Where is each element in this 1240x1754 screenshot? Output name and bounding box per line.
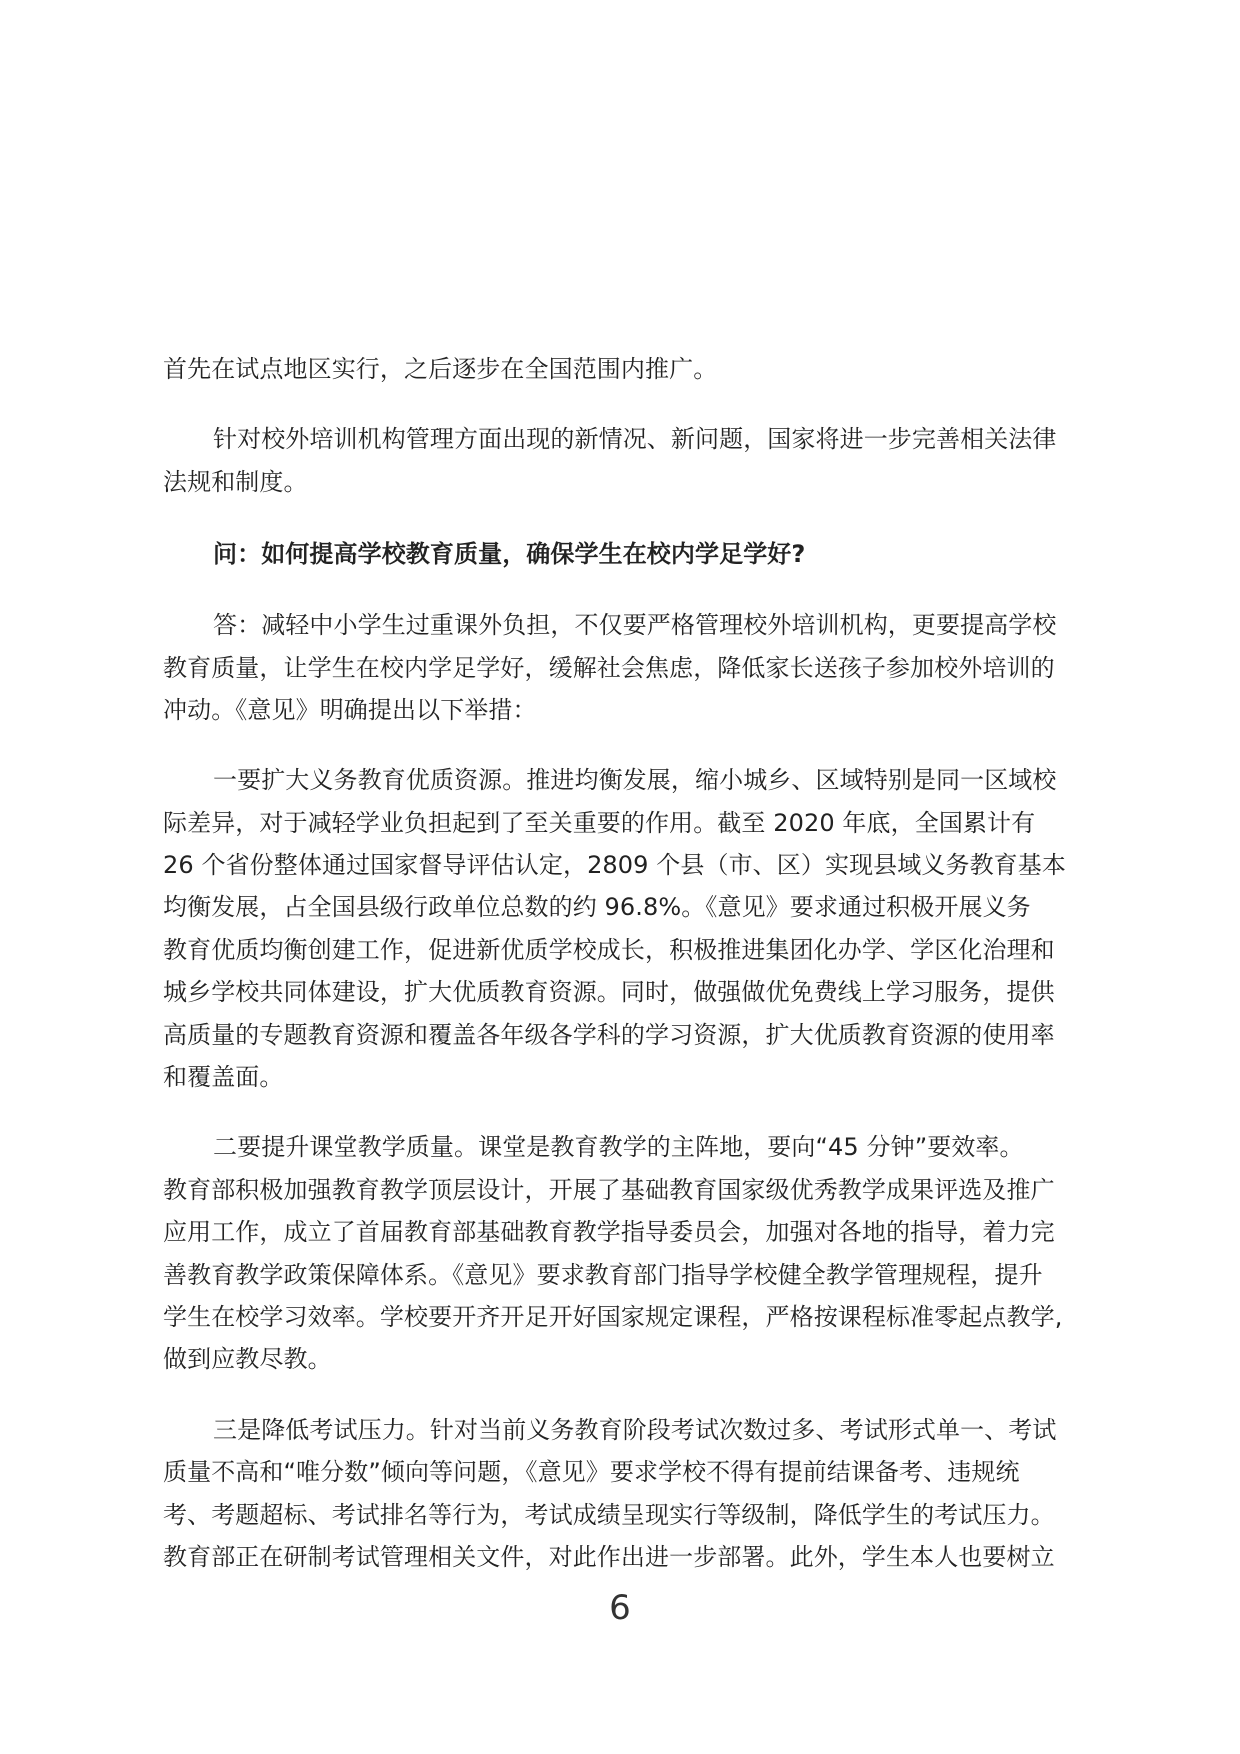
- text-line: 法规和制度。: [163, 468, 308, 496]
- text-line: 学生在校学习效率。学校要开齐开足开好国家规定课程，严格按课程标准零起点教学,: [163, 1303, 1063, 1331]
- page-number: 6: [609, 1588, 631, 1628]
- text-line: 首先在试点地区实行，之后逐步在全国范围内推广。: [163, 355, 718, 383]
- text-line: 善教育教学政策保障体系。《意见》要求教育部门指导学校健全教学管理规程，提升: [163, 1261, 1043, 1289]
- text-line: 答：减轻中小学生过重课外负担，不仅要严格管理校外培训机构，更要提高学校: [213, 611, 1057, 639]
- text-line: 一要扩大义务教育优质资源。推进均衡发展，缩小城乡、区域特别是同一区域校: [213, 766, 1057, 794]
- text-line: 均衡发展，占全国县级行政单位总数的约 96.8%。《意见》要求通过积极开展义务: [163, 893, 1031, 921]
- text-line: 二要提升课堂教学质量。课堂是教育教学的主阵地，要向“45 分钟”要效率。: [213, 1133, 1024, 1161]
- text-line: 和覆盖面。: [163, 1063, 284, 1091]
- text-line: 应用工作，成立了首届教育部基础教育教学指导委员会，加强对各地的指导，着力完: [163, 1218, 1055, 1246]
- text-line: 高质量的专题教育资源和覆盖各年级各学科的学习资源，扩大优质教育资源的使用率: [163, 1021, 1055, 1049]
- text-line: 教育部积极加强教育教学顶层设计，开展了基础教育国家级优秀教学成果评选及推广: [163, 1176, 1055, 1204]
- text-line: 冲动。《意见》明确提出以下举措：: [163, 696, 537, 724]
- text-line: 针对校外培训机构管理方面出现的新情况、新问题，国家将进一步完善相关法律: [213, 425, 1057, 453]
- text-line: 考、考题超标、考试排名等行为，考试成绩呈现实行等级制，降低学生的考试压力。: [163, 1501, 1055, 1529]
- text-line: 教育优质均衡创建工作，促进新优质学校成长，积极推进集团化办学、学区化治理和: [163, 936, 1055, 964]
- text-line: 际差异，对于减轻学业负担起到了至关重要的作用。截至 2020 年底，全国累计有: [163, 809, 1036, 837]
- question-heading: 问：如何提高学校教育质量，确保学生在校内学足学好?: [213, 540, 806, 568]
- text-line: 质量不高和“唯分数”倾向等问题，《意见》要求学校不得有提前结课备考、违规统: [163, 1458, 1020, 1486]
- text-line: 做到应教尽教。: [163, 1345, 332, 1373]
- text-line: 教育部正在研制考试管理相关文件，对此作出进一步部署。此外，学生本人也要树立: [163, 1543, 1055, 1571]
- text-line: 三是降低考试压力。针对当前义务教育阶段考试次数过多、考试形式单一、考试: [213, 1416, 1057, 1444]
- text-line: 城乡学校共同体建设，扩大优质教育资源。同时，做强做优免费线上学习服务，提供: [163, 978, 1055, 1006]
- text-line: 教育质量，让学生在校内学足学好，缓解社会焦虑，降低家长送孩子参加校外培训的: [163, 654, 1055, 682]
- text-line: 26 个省份整体通过国家督导评估认定，2809 个县（市、区）实现县域义务教育基本: [163, 851, 1066, 879]
